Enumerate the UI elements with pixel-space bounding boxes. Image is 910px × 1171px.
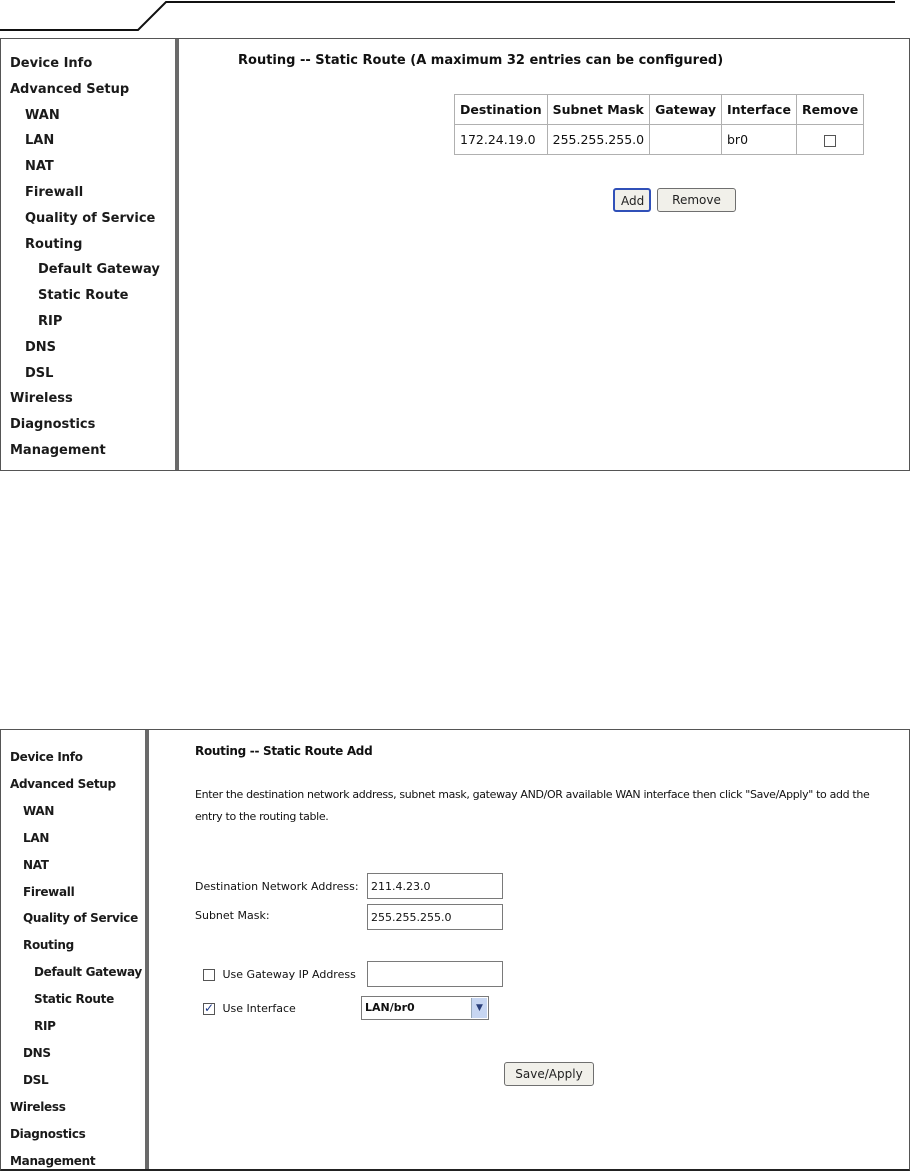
sidebar-item-quality-of-service[interactable]: Quality of Service: [25, 210, 156, 226]
static-route-add-screenshot: [0, 729, 910, 1171]
page-title: Routing -- Static Route Add: [195, 744, 373, 758]
cell-subnet-mask: 255.255.255.0: [547, 125, 649, 155]
sidebar-item-wan[interactable]: WAN: [25, 107, 60, 123]
sidebar-item-device-info[interactable]: Device Info: [10, 56, 93, 71]
cell-remove: [796, 125, 863, 155]
cell-interface: br0: [722, 125, 797, 155]
sidebar-item-routing[interactable]: Routing: [25, 236, 83, 252]
sidebar-item-device-info[interactable]: Device Info: [10, 750, 83, 764]
sidebar-item-firewall[interactable]: Firewall: [25, 185, 84, 200]
static-route-table: [454, 94, 864, 155]
sidebar-nav: [1, 730, 149, 1169]
sidebar-item-wan[interactable]: WAN: [23, 803, 55, 818]
sidebar-item-diagnostics[interactable]: Diagnostics: [10, 417, 96, 433]
sidebar-nav: [1, 39, 179, 470]
sidebar-item-lan[interactable]: LAN: [25, 133, 55, 149]
sidebar-item-firewall[interactable]: Firewall: [23, 884, 75, 899]
remove-button[interactable]: Remove: [657, 188, 736, 212]
interface-select[interactable]: [361, 996, 489, 1020]
sidebar-item-quality-of-service[interactable]: Quality of Service: [23, 911, 138, 926]
chevron-down-icon[interactable]: ▼: [471, 998, 487, 1018]
table-header-row: [455, 95, 864, 125]
main-content: [153, 730, 909, 1169]
save-apply-button[interactable]: Save/Apply: [504, 1062, 594, 1086]
sidebar-item-static-route[interactable]: Static Route: [34, 992, 114, 1007]
column-header-interface: Interface: [722, 95, 797, 125]
sidebar-item-wireless[interactable]: Wireless: [10, 1099, 66, 1114]
sidebar-item-nat[interactable]: NAT: [23, 857, 49, 872]
static-route-list-screenshot: [0, 38, 910, 471]
sidebar-item-diagnostics[interactable]: Diagnostics: [10, 1126, 86, 1141]
sidebar-item-dns[interactable]: DNS: [25, 339, 57, 355]
sidebar-item-advanced-setup[interactable]: Advanced Setup: [10, 81, 130, 97]
sidebar-item-management[interactable]: Management: [10, 443, 106, 458]
use-gateway-row: [203, 968, 356, 981]
cell-destination: 172.24.19.0: [455, 125, 548, 155]
sidebar-item-dsl[interactable]: DSL: [23, 1072, 49, 1087]
page-header-rule: [0, 0, 910, 32]
description-line: Enter the destination network address, subnet mask, gateway AND/OR available WAN interface then click "Save/Apply" to add the: [195, 788, 870, 801]
remove-checkbox[interactable]: [824, 135, 836, 147]
interface-select-value: LAN/br0: [365, 1001, 415, 1014]
description-line: entry to the routing table.: [195, 810, 329, 823]
sidebar-item-default-gateway[interactable]: Default Gateway: [34, 965, 142, 980]
sidebar-item-dsl[interactable]: DSL: [25, 365, 54, 381]
column-header-remove: Remove: [796, 95, 863, 125]
use-gateway-label: Use Gateway IP Address: [222, 968, 356, 981]
use-interface-label: Use Interface: [222, 1002, 296, 1015]
cell-gateway: [650, 125, 722, 155]
sidebar-item-advanced-setup[interactable]: Advanced Setup: [10, 776, 116, 791]
description: [195, 784, 909, 828]
sidebar-item-rip[interactable]: RIP: [38, 314, 63, 329]
sidebar-item-default-gateway[interactable]: Default Gateway: [38, 262, 160, 278]
use-gateway-checkbox[interactable]: [203, 969, 215, 981]
sidebar-item-wireless[interactable]: Wireless: [10, 391, 73, 407]
subnet-mask-input[interactable]: [367, 904, 503, 930]
add-button[interactable]: Add: [613, 188, 651, 212]
sidebar-item-management[interactable]: Management: [10, 1153, 96, 1168]
column-header-destination: Destination: [455, 95, 548, 125]
use-interface-checkbox[interactable]: [203, 1003, 215, 1015]
column-header-subnet-mask: Subnet Mask: [547, 95, 649, 125]
sidebar-item-routing[interactable]: Routing: [23, 938, 74, 953]
sidebar-item-nat[interactable]: NAT: [25, 159, 54, 175]
sidebar-item-rip[interactable]: RIP: [34, 1019, 56, 1033]
subnet-mask-label: Subnet Mask:: [195, 909, 270, 922]
destination-network-address-label: Destination Network Address:: [195, 880, 359, 893]
sidebar-item-dns[interactable]: DNS: [23, 1045, 51, 1060]
gateway-ip-input[interactable]: [367, 961, 503, 987]
page-title: Routing -- Static Route (A maximum 32 entries can be configured): [238, 53, 724, 68]
sidebar-item-static-route[interactable]: Static Route: [38, 288, 129, 304]
sidebar-item-lan[interactable]: LAN: [23, 830, 50, 845]
column-header-gateway: Gateway: [650, 95, 722, 125]
use-interface-row: [203, 1002, 296, 1015]
table-row: [455, 125, 864, 155]
main-content: [183, 39, 909, 470]
destination-network-address-input[interactable]: [367, 873, 503, 899]
